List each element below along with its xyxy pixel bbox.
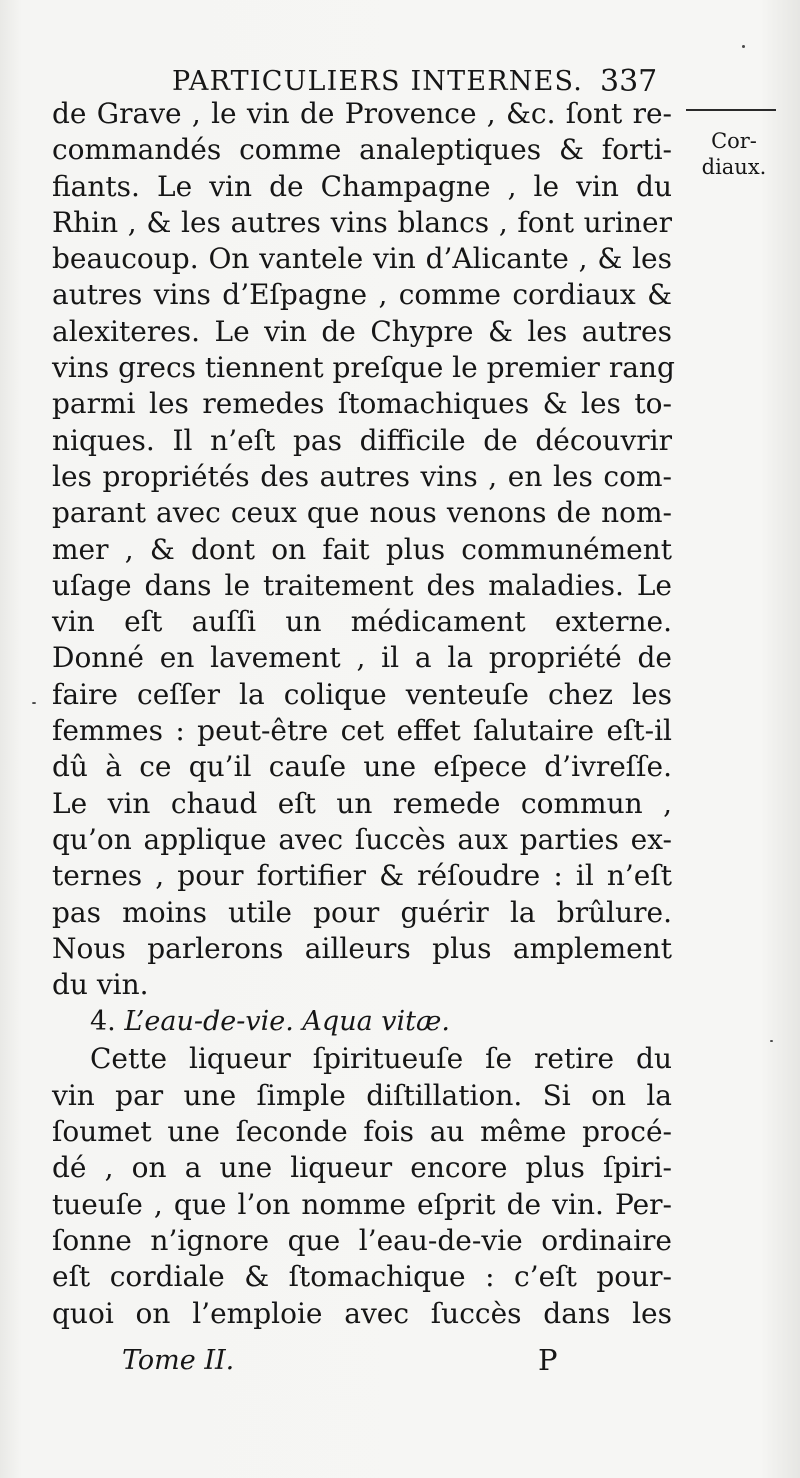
running-title: PARTICULIERS INTERNES. (172, 66, 584, 97)
section-heading (52, 1003, 672, 1041)
text-line: parant avec ceux que nous venons de nom- (52, 496, 672, 530)
paper-speck (742, 45, 745, 48)
text-line: tueuſe , que l’on nomme eſprit de vin. Per- (52, 1187, 672, 1221)
text-line: vin par une ſimple diſtillation. Si on la (52, 1078, 672, 1112)
section-title-latin: Aqua vitæ. (302, 1006, 450, 1038)
text-line: Rhin , & les autres vins blancs , font uriner (52, 205, 672, 239)
section-title-french: L’eau-de-vie. (124, 1006, 294, 1038)
margin-note-line: Cor- (711, 129, 757, 153)
text-line: ſonne n’ignore que l’eau-de-vie ordinaire (52, 1223, 672, 1257)
text-line: parmi les remedes ſtomachiques & les to- (52, 387, 672, 421)
text-line: pas moins utile pour guérir la brûlure. (52, 895, 672, 929)
text-line: vin eſt auſſi un médicament externe. (52, 605, 672, 639)
paper-speck (770, 1040, 773, 1042)
margin-note-line: diaux. (701, 155, 767, 179)
paper-speck (32, 702, 36, 704)
text-line: Le vin chaud eſt un remede commun , (52, 786, 672, 820)
text-line: Cette liqueur ſpiritueuſe ſe retire du (90, 1042, 672, 1076)
text-line: mer , & dont on fait plus communément (52, 532, 672, 566)
text-line: dû à ce qu’il cauſe une eſpece d’ivreſſe. (52, 750, 672, 784)
text-line: du vin. (52, 968, 149, 1002)
text-line: dé , on a une liqueur encore plus ſpiri- (52, 1151, 672, 1185)
text-line: beaucoup. On vantele vin d’Alicante , & les (52, 242, 672, 276)
volume-label: Tome II. (122, 1345, 235, 1376)
text-line: eſt cordiale & ſtomachique : c’eſt pour- (52, 1260, 672, 1294)
text-line: Nous parlerons ailleurs plus amplement (52, 931, 672, 965)
section-number: 4. (90, 1006, 116, 1038)
signature-mark: P (538, 1343, 558, 1377)
text-line: quoi on l’emploie avec ſuccès dans les (52, 1296, 672, 1330)
page-number: 337 (600, 64, 658, 99)
text-line: fiants. Le vin de Champagne , le vin du (52, 169, 672, 203)
text-line: vins grecs tiennent preſque le premier rang (52, 351, 675, 385)
text-line: faire ceſſer la colique venteuſe chez les (52, 677, 672, 711)
text-line: niques. Il n’eſt pas difficile de découvrir (52, 423, 672, 457)
margin-rule (686, 109, 776, 111)
text-line: alexiteres. Le vin de Chypre & les autres (52, 314, 672, 348)
text-line: autres vins d’Eſpagne , comme cordiaux & (52, 278, 672, 312)
body-text (52, 96, 675, 1332)
text-line: uſage dans le traitement des maladies. Le (52, 568, 672, 602)
text-line: femmes : peut-être cet effet ſalutaire eſt-il (52, 714, 672, 748)
margin-note (684, 128, 784, 180)
text-line: de Grave , le vin de Provence , &c. ſont re- (52, 97, 672, 130)
text-line: ternes , pour fortifier & réſoudre : il n’eſt (52, 859, 672, 893)
text-line: commandés comme analeptiques & forti- (52, 133, 672, 167)
text-line: les propriétés des autres vins , en les com- (52, 459, 672, 493)
text-line: qu’on applique avec ſuccès aux parties ex- (52, 822, 672, 856)
text-line: ſoumet une ſeconde fois au même procé- (52, 1115, 672, 1149)
text-line: Donné en lavement , il a la propriété de (52, 641, 672, 675)
